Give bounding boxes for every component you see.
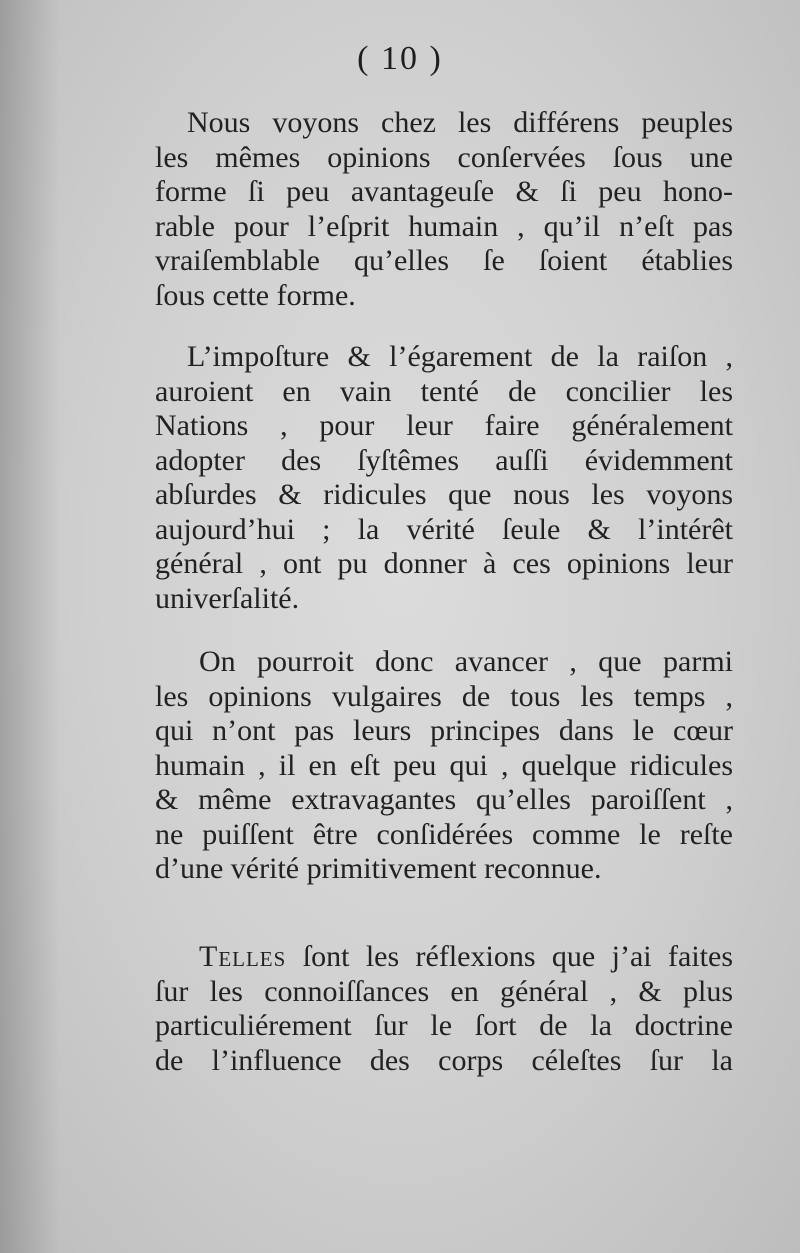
text-line: les mêmes opinions conſervées ſous une [155,140,733,174]
text-line: On pourroit donc avancer , que parmi [199,645,733,678]
text-line: les opinions vulgaires de tous les temps , [155,679,733,713]
text-line: aujourd’hui ; la vérité ſeule & l’intérêt [155,512,733,546]
text-line: univerſalité. [155,581,300,615]
text-line: humain , il en eſt peu qui , quelque ridicules [155,748,733,782]
text-line: ne puiſſent être conſidérées comme le reſte [155,817,733,851]
text-line: général , ont pu donner à ces opinions leur [155,547,733,580]
text-line: forme ſi peu avantageuſe & ſi peu hono- [155,175,733,208]
text-line: ſous cette forme. [155,278,356,312]
text-line: particuliérement ſur le ſort de la doctrine [155,1009,733,1042]
lead-word: Telles [199,940,287,973]
paragraph-3 [155,645,733,887]
page-number: ( 10 ) [357,40,443,77]
text-line-first [155,940,733,975]
text-line: ſur les connoiſſances en général , & plus [155,974,733,1008]
paragraph-2 [155,340,733,616]
text-line: vraiſemblable qu’elles ſe ſoient établies [155,244,733,277]
page-gutter-shadow [0,0,60,1253]
text-line: Nations , pour leur faire généralement [155,409,733,442]
text-line: adopter des ſyſtêmes auſſi évidemment [155,443,733,477]
text-line: de l’influence des corps céleſtes ſur la [155,1043,733,1077]
text-line: abſurdes & ridicules que nous les voyons [155,478,733,511]
text-line: L’impoſture & l’égarement de la raiſon , [187,340,733,373]
text-line: qui n’ont pas leurs principes dans le cœur [155,714,733,747]
paragraph-1 [155,106,733,313]
text-line: d’une vérité primitivement reconnue. [155,852,602,885]
paragraph-4 [155,940,733,1078]
text-line: auroient en vain tenté de concilier les [155,374,733,408]
first-line-rest: ſont les réflexions que j’ai faites [286,940,733,973]
text-line: rable pour l’eſprit humain , qu’il n’eſt pas [155,209,733,243]
text-line: & même extravagantes qu’elles paroiſſent , [155,783,733,816]
text-line: Nous voyons chez les différens peuples [187,106,733,139]
